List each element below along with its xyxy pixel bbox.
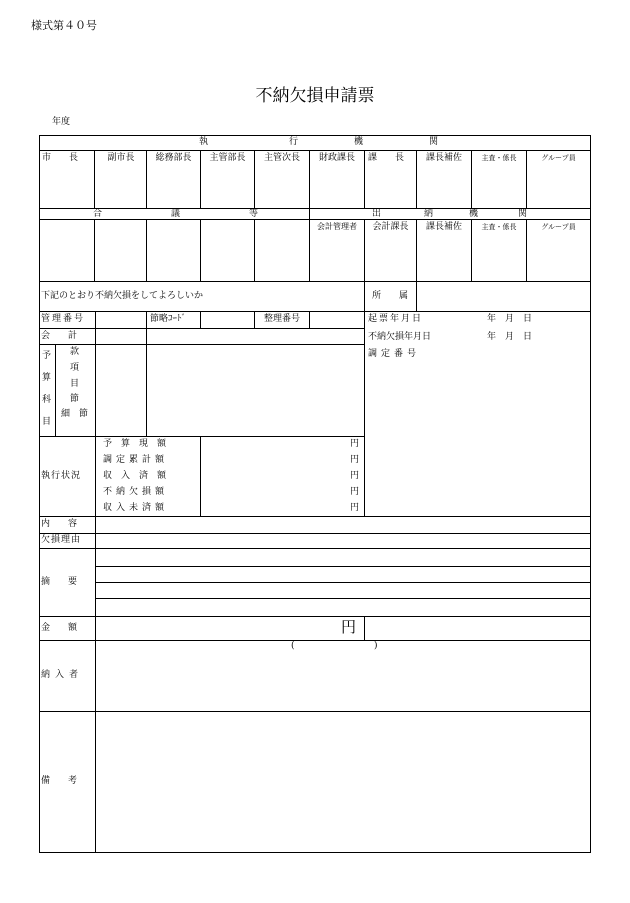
loss-date-format: 年 月 日 <box>487 332 533 342</box>
rule <box>39 533 591 534</box>
rule <box>95 311 96 344</box>
budget-item-moku: 目 <box>70 379 80 389</box>
section-code-label: 節略ｺｰﾄﾞ <box>150 314 187 324</box>
role-chief-examiner: 主査・係長 <box>481 154 517 162</box>
rule <box>309 311 310 328</box>
executing-agency-header-char: 執 <box>199 137 209 147</box>
rule <box>95 516 96 852</box>
rule <box>39 150 591 151</box>
rule <box>200 436 201 516</box>
council-header-char: 議 <box>171 209 181 219</box>
role-accounting-section-chief: 会計課長 <box>372 222 409 232</box>
rule <box>55 344 56 436</box>
amount-label: 金 額 <box>41 623 78 633</box>
rule <box>364 311 365 516</box>
rule <box>364 616 365 640</box>
rule <box>146 311 147 436</box>
rule <box>416 281 417 311</box>
payer-paren-close: ) <box>374 641 378 651</box>
approval-statement: 下記のとおり不納欠損をしてよろしいか <box>41 291 204 301</box>
budget-label-char: 予 <box>42 351 52 361</box>
accounting-label: 会 計 <box>41 331 78 341</box>
role-accounting-manager: 会計管理者 <box>317 222 357 231</box>
reference-number-label: 整理番号 <box>263 314 300 324</box>
rule <box>95 344 96 436</box>
form-border-bottom <box>39 852 591 853</box>
loss-reason-label: 欠損理由 <box>41 535 82 545</box>
role-group-member: グループ員 <box>541 154 576 162</box>
remarks-label: 備 考 <box>41 776 78 786</box>
budget-item-setsu: 節 <box>70 394 80 404</box>
budget-label-char: 目 <box>42 417 52 427</box>
budget-item-kou: 項 <box>70 363 80 373</box>
amount-yen-unit: 円 <box>341 618 357 636</box>
yen-unit: 円 <box>350 503 360 513</box>
adjustment-total-label: 調定累計額 <box>103 455 169 465</box>
rule <box>39 219 591 220</box>
rule <box>200 311 201 328</box>
budget-label-char: 算 <box>42 373 52 383</box>
executing-agency-header-char: 機 <box>354 137 364 147</box>
disbursement-header-char: 納 <box>424 209 434 219</box>
rule <box>364 281 365 311</box>
rule <box>309 208 310 281</box>
executing-agency-header-char: 関 <box>429 137 439 147</box>
role-disbursement-group-member: グループ員 <box>541 223 576 231</box>
form-border-right <box>590 135 591 853</box>
adjustment-number-label: 調定番号 <box>368 349 421 359</box>
role-deputy-mayor: 副市長 <box>107 153 135 163</box>
draft-date-format: 年 月 日 <box>487 314 533 324</box>
rule <box>39 281 591 282</box>
loss-date-label: 不納欠損年月日 <box>368 332 432 342</box>
rule <box>39 548 591 549</box>
yen-unit: 円 <box>350 439 360 449</box>
rule <box>39 711 591 712</box>
rule <box>95 436 96 516</box>
form-number: 様式第４０号 <box>31 19 97 32</box>
fiscal-year-label: 年度 <box>52 117 71 127</box>
rule <box>39 328 364 329</box>
yen-unit: 円 <box>350 487 360 497</box>
execution-status-label: 執行状況 <box>41 471 82 481</box>
rule <box>254 219 255 281</box>
payer-paren-open: ( <box>291 641 295 651</box>
rule <box>39 344 364 345</box>
payer-label: 納入者 <box>41 670 84 680</box>
department-label: 所 属 <box>371 291 408 301</box>
role-managing-deputy-director: 主管次長 <box>263 153 300 163</box>
council-header-char: 合 <box>93 209 103 219</box>
form-border-top <box>39 135 591 136</box>
role-managing-director: 主管部長 <box>209 153 246 163</box>
rule <box>39 311 591 312</box>
yen-unit: 円 <box>350 471 360 481</box>
budget-current-amount-label: 予 算 現 額 <box>103 439 167 449</box>
rule <box>95 598 591 599</box>
rule <box>95 566 591 567</box>
form-border-left <box>39 135 40 853</box>
rule <box>146 219 147 281</box>
budget-item-saisetsu: 細 節 <box>61 409 89 419</box>
executing-agency-header-char: 行 <box>289 137 299 147</box>
content-label: 内 容 <box>41 519 78 529</box>
budget-label-char: 科 <box>42 395 52 405</box>
rule <box>95 582 591 583</box>
role-general-affairs-director: 総務部長 <box>155 153 192 163</box>
page-title: 不納欠損申請票 <box>255 86 375 106</box>
role-disbursement-chief-examiner: 主査・係長 <box>481 223 517 231</box>
disbursement-header-char: 機 <box>469 209 479 219</box>
rule <box>39 616 591 617</box>
role-disbursement-assistant-chief: 課長補佐 <box>425 222 462 232</box>
disbursement-header-char: 出 <box>372 209 382 219</box>
budget-item-kan: 款 <box>70 347 80 357</box>
role-assistant-section-chief: 課長補佐 <box>425 153 462 163</box>
rule <box>94 219 95 281</box>
summary-label: 摘 要 <box>41 577 78 587</box>
management-number-label: 管理番号 <box>41 314 86 324</box>
rule <box>39 208 591 209</box>
rule <box>39 516 591 517</box>
rule <box>94 150 95 208</box>
council-header-char: 等 <box>249 209 259 219</box>
draft-date-label: 起票年月日 <box>368 314 424 324</box>
rule <box>200 219 201 281</box>
role-mayor: 市 長 <box>42 153 79 163</box>
received-amount-label: 収入済額 <box>103 471 176 481</box>
yen-unit: 円 <box>350 455 360 465</box>
disbursement-header-char: 関 <box>518 209 528 219</box>
loss-amount-label: 不納欠損額 <box>103 487 169 497</box>
rule <box>39 640 591 641</box>
rule <box>39 436 364 437</box>
role-finance-section-chief: 財政課長 <box>318 153 355 163</box>
unpaid-amount-label: 収入未済額 <box>103 503 169 513</box>
role-section-chief: 課 長 <box>368 153 405 163</box>
